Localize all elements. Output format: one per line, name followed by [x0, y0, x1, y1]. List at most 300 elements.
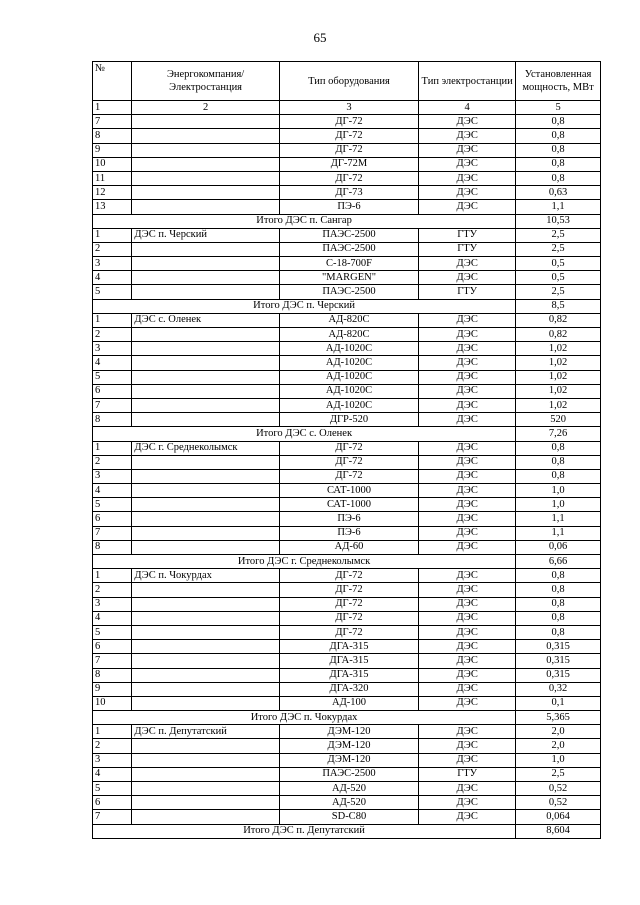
table-row — [93, 186, 601, 200]
table-row — [93, 484, 601, 498]
row-equipment-type: ПАЭС-2500 — [279, 767, 418, 781]
row-capacity: 0,8 — [516, 455, 601, 469]
row-company — [132, 271, 279, 285]
row-company — [132, 328, 279, 342]
row-capacity: 0,5 — [516, 271, 601, 285]
row-number: 7 — [93, 526, 132, 540]
total-value: 8,604 — [516, 824, 601, 838]
row-company — [132, 782, 279, 796]
table-row — [93, 171, 601, 185]
row-plant-type: ДЭС — [419, 611, 516, 625]
row-company — [132, 484, 279, 498]
row-equipment-type: АД-820С — [279, 313, 418, 327]
row-equipment-type: АД-520 — [279, 782, 418, 796]
total-value: 5,365 — [516, 711, 601, 725]
total-label: Итого ДЭС г. Среднеколымск — [93, 555, 516, 569]
row-plant-type: ДЭС — [419, 654, 516, 668]
header-company: Энергокомпания/ Электростанция — [132, 62, 279, 101]
table-row — [93, 682, 601, 696]
row-equipment-type: ДГ-72 — [279, 171, 418, 185]
row-equipment-type: ДГ-72 — [279, 143, 418, 157]
total-row — [93, 824, 601, 838]
table-row — [93, 725, 601, 739]
row-company — [132, 143, 279, 157]
table-row — [93, 115, 601, 129]
row-plant-type: ДЭС — [419, 384, 516, 398]
row-plant-type: ДЭС — [419, 271, 516, 285]
table-row — [93, 441, 601, 455]
table-row — [93, 654, 601, 668]
row-number: 10 — [93, 157, 132, 171]
row-company — [132, 512, 279, 526]
row-number: 7 — [93, 398, 132, 412]
row-plant-type: ДЭС — [419, 512, 516, 526]
table-row — [93, 328, 601, 342]
row-number: 7 — [93, 810, 132, 824]
total-row — [93, 214, 601, 228]
row-number: 10 — [93, 696, 132, 710]
row-plant-type: ДЭС — [419, 200, 516, 214]
row-company — [132, 398, 279, 412]
row-company — [132, 342, 279, 356]
table-row — [93, 782, 601, 796]
row-company — [132, 498, 279, 512]
row-number: 6 — [93, 796, 132, 810]
row-number: 3 — [93, 257, 132, 271]
table-row — [93, 668, 601, 682]
row-number: 7 — [93, 654, 132, 668]
row-plant-type: ДЭС — [419, 682, 516, 696]
table-row — [93, 398, 601, 412]
row-company — [132, 129, 279, 143]
row-equipment-type: ДЭМ-120 — [279, 753, 418, 767]
row-company — [132, 526, 279, 540]
row-number: 12 — [93, 186, 132, 200]
row-equipment-type: ДГ-72 — [279, 569, 418, 583]
row-plant-type: ДЭС — [419, 143, 516, 157]
row-equipment-type: ДГА-315 — [279, 668, 418, 682]
row-number: 6 — [93, 384, 132, 398]
row-number: 11 — [93, 171, 132, 185]
row-number: 9 — [93, 143, 132, 157]
row-plant-type: ДЭС — [419, 696, 516, 710]
row-company — [132, 796, 279, 810]
column-index-row — [93, 101, 601, 115]
row-plant-type: ДЭС — [419, 186, 516, 200]
row-capacity: 1,0 — [516, 753, 601, 767]
row-company — [132, 611, 279, 625]
row-plant-type: ДЭС — [419, 356, 516, 370]
row-capacity: 2,5 — [516, 228, 601, 242]
row-company — [132, 625, 279, 639]
row-equipment-type: АД-1020С — [279, 342, 418, 356]
total-row — [93, 427, 601, 441]
row-plant-type: ДЭС — [419, 753, 516, 767]
table-row — [93, 257, 601, 271]
row-number: 8 — [93, 668, 132, 682]
row-equipment-type: ДГ-72 — [279, 469, 418, 483]
row-equipment-type: АД-1020С — [279, 384, 418, 398]
row-number: 8 — [93, 129, 132, 143]
row-capacity: 2,0 — [516, 739, 601, 753]
row-capacity: 1,02 — [516, 384, 601, 398]
row-capacity: 0,8 — [516, 597, 601, 611]
table-row — [93, 200, 601, 214]
row-equipment-type: АД-1020С — [279, 398, 418, 412]
row-equipment-type: ДГ-72 — [279, 455, 418, 469]
row-company — [132, 370, 279, 384]
row-number: 1 — [93, 228, 132, 242]
table-row — [93, 370, 601, 384]
row-capacity: 1,0 — [516, 498, 601, 512]
total-row — [93, 555, 601, 569]
table-row — [93, 569, 601, 583]
table-row — [93, 157, 601, 171]
row-equipment-type: ПЭ-6 — [279, 200, 418, 214]
row-plant-type: ГТУ — [419, 242, 516, 256]
row-capacity: 2,0 — [516, 725, 601, 739]
table-row — [93, 597, 601, 611]
row-company: ДЭС п. Черский — [132, 228, 279, 242]
row-capacity: 2,5 — [516, 767, 601, 781]
table-row — [93, 696, 601, 710]
row-plant-type: ДЭС — [419, 540, 516, 554]
row-company — [132, 654, 279, 668]
row-number: 2 — [93, 583, 132, 597]
table-row — [93, 143, 601, 157]
row-equipment-type: ДГА-320 — [279, 682, 418, 696]
row-capacity: 0,8 — [516, 611, 601, 625]
row-capacity: 1,1 — [516, 200, 601, 214]
row-capacity: 2,5 — [516, 242, 601, 256]
total-value: 10,53 — [516, 214, 601, 228]
row-company — [132, 186, 279, 200]
table-row — [93, 384, 601, 398]
row-plant-type: ДЭС — [419, 569, 516, 583]
row-equipment-type: ПЭ-6 — [279, 526, 418, 540]
row-number: 2 — [93, 739, 132, 753]
table-row — [93, 512, 601, 526]
row-company — [132, 696, 279, 710]
row-company — [132, 583, 279, 597]
row-plant-type: ДЭС — [419, 796, 516, 810]
table-row — [93, 129, 601, 143]
row-equipment-type: ДГ-72 — [279, 597, 418, 611]
row-company — [132, 469, 279, 483]
row-capacity: 0,52 — [516, 782, 601, 796]
row-plant-type: ДЭС — [419, 498, 516, 512]
row-plant-type: ДЭС — [419, 583, 516, 597]
row-equipment-type: САТ-1000 — [279, 498, 418, 512]
table-row — [93, 228, 601, 242]
row-equipment-type: ДГ-72 — [279, 583, 418, 597]
row-number: 6 — [93, 512, 132, 526]
row-equipment-type: САТ-1000 — [279, 484, 418, 498]
row-plant-type: ДЭС — [419, 115, 516, 129]
table-row — [93, 810, 601, 824]
row-capacity: 0,8 — [516, 441, 601, 455]
row-equipment-type: ПАЭС-2500 — [279, 228, 418, 242]
row-capacity: 0,8 — [516, 469, 601, 483]
total-row — [93, 299, 601, 313]
row-company — [132, 682, 279, 696]
row-capacity: 1,02 — [516, 356, 601, 370]
row-equipment-type: АД-820С — [279, 328, 418, 342]
row-capacity: 0,8 — [516, 129, 601, 143]
row-equipment-type: ДГ-73 — [279, 186, 418, 200]
row-plant-type: ГТУ — [419, 285, 516, 299]
row-company — [132, 540, 279, 554]
row-equipment-type: "MARGEN" — [279, 271, 418, 285]
row-capacity: 0,8 — [516, 569, 601, 583]
row-company — [132, 115, 279, 129]
row-equipment-type: АД-1020С — [279, 356, 418, 370]
row-company — [132, 157, 279, 171]
row-equipment-type: ДГА-315 — [279, 640, 418, 654]
row-company — [132, 455, 279, 469]
total-label: Итого ДЭС п. Черский — [93, 299, 516, 313]
row-plant-type: ДЭС — [419, 526, 516, 540]
row-number: 4 — [93, 611, 132, 625]
total-value: 6,66 — [516, 555, 601, 569]
row-equipment-type: ДЭМ-120 — [279, 739, 418, 753]
row-capacity: 0,315 — [516, 668, 601, 682]
row-plant-type: ГТУ — [419, 228, 516, 242]
table-row — [93, 271, 601, 285]
row-number: 5 — [93, 370, 132, 384]
row-plant-type: ДЭС — [419, 640, 516, 654]
row-company — [132, 171, 279, 185]
row-company — [132, 810, 279, 824]
row-plant-type: ДЭС — [419, 625, 516, 639]
row-capacity: 0,5 — [516, 257, 601, 271]
row-number: 5 — [93, 625, 132, 639]
row-company — [132, 384, 279, 398]
table-row — [93, 242, 601, 256]
row-equipment-type: АД-1020С — [279, 370, 418, 384]
row-capacity: 0,8 — [516, 143, 601, 157]
row-capacity: 0,82 — [516, 313, 601, 327]
row-capacity: 1,02 — [516, 398, 601, 412]
row-plant-type: ДЭС — [419, 782, 516, 796]
row-capacity: 0,8 — [516, 583, 601, 597]
row-plant-type: ДЭС — [419, 668, 516, 682]
row-equipment-type: ПАЭС-2500 — [279, 285, 418, 299]
row-plant-type: ДЭС — [419, 597, 516, 611]
row-capacity: 0,06 — [516, 540, 601, 554]
row-company: ДЭС п. Чокурдах — [132, 569, 279, 583]
row-company: ДЭС г. Среднеколымск — [132, 441, 279, 455]
row-company — [132, 767, 279, 781]
row-equipment-type: SD-C80 — [279, 810, 418, 824]
row-equipment-type: ДГ-72 — [279, 611, 418, 625]
table-row — [93, 611, 601, 625]
row-capacity: 0,064 — [516, 810, 601, 824]
row-number: 4 — [93, 767, 132, 781]
row-capacity: 1,1 — [516, 512, 601, 526]
row-plant-type: ДЭС — [419, 469, 516, 483]
row-capacity: 520 — [516, 413, 601, 427]
row-capacity: 0,63 — [516, 186, 601, 200]
row-number: 3 — [93, 753, 132, 767]
row-number: 9 — [93, 682, 132, 696]
row-company — [132, 242, 279, 256]
row-capacity: 0,315 — [516, 654, 601, 668]
row-number: 5 — [93, 285, 132, 299]
row-plant-type: ДЭС — [419, 313, 516, 327]
header-row — [93, 62, 601, 101]
table-row — [93, 540, 601, 554]
row-company — [132, 739, 279, 753]
total-value: 8,5 — [516, 299, 601, 313]
row-plant-type: ДЭС — [419, 455, 516, 469]
row-company — [132, 285, 279, 299]
row-capacity: 0,8 — [516, 157, 601, 171]
row-company — [132, 597, 279, 611]
row-plant-type: ДЭС — [419, 171, 516, 185]
column-index-cell: 2 — [132, 101, 279, 115]
table-row — [93, 767, 601, 781]
table-row — [93, 625, 601, 639]
header-plant-type: Тип электростанции — [419, 62, 516, 101]
row-number: 8 — [93, 413, 132, 427]
column-index-cell: 5 — [516, 101, 601, 115]
header-equipment-type: Тип оборудования — [279, 62, 418, 101]
column-index-cell: 1 — [93, 101, 132, 115]
row-capacity: 1,1 — [516, 526, 601, 540]
total-row — [93, 711, 601, 725]
column-index-cell: 3 — [279, 101, 418, 115]
row-number: 1 — [93, 313, 132, 327]
table-row — [93, 455, 601, 469]
power-plants-table — [92, 61, 601, 839]
row-equipment-type: ПАЭС-2500 — [279, 242, 418, 256]
row-capacity: 1,02 — [516, 370, 601, 384]
row-equipment-type: ДГ-72М — [279, 157, 418, 171]
row-plant-type: ДЭС — [419, 810, 516, 824]
table-row — [93, 356, 601, 370]
row-plant-type: ДЭС — [419, 484, 516, 498]
row-capacity: 0,52 — [516, 796, 601, 810]
row-number: 13 — [93, 200, 132, 214]
row-capacity: 0,8 — [516, 625, 601, 639]
row-equipment-type: ДГР-520 — [279, 413, 418, 427]
row-plant-type: ДЭС — [419, 413, 516, 427]
row-number: 8 — [93, 540, 132, 554]
row-company — [132, 668, 279, 682]
row-company — [132, 257, 279, 271]
page-number: 65 — [313, 30, 327, 45]
total-value: 7,26 — [516, 427, 601, 441]
row-number: 3 — [93, 597, 132, 611]
row-plant-type: ДЭС — [419, 739, 516, 753]
row-number: 3 — [93, 342, 132, 356]
row-company — [132, 640, 279, 654]
row-capacity: 0,82 — [516, 328, 601, 342]
row-plant-type: ГТУ — [419, 767, 516, 781]
row-number: 1 — [93, 725, 132, 739]
row-capacity: 2,5 — [516, 285, 601, 299]
row-capacity: 0,1 — [516, 696, 601, 710]
row-number: 2 — [93, 455, 132, 469]
header-capacity: Установленная мощность, МВт — [516, 62, 601, 101]
row-company — [132, 356, 279, 370]
table-row — [93, 739, 601, 753]
total-label: Итого ДЭС п. Депутатский — [93, 824, 516, 838]
row-capacity: 0,8 — [516, 171, 601, 185]
row-number: 7 — [93, 115, 132, 129]
table-row — [93, 413, 601, 427]
row-plant-type: ДЭС — [419, 129, 516, 143]
table-row — [93, 285, 601, 299]
row-equipment-type: АД-100 — [279, 696, 418, 710]
row-equipment-type: ДГА-315 — [279, 654, 418, 668]
row-company — [132, 753, 279, 767]
row-equipment-type: ДГ-72 — [279, 441, 418, 455]
total-label: Итого ДЭС п. Чокурдах — [93, 711, 516, 725]
row-capacity: 0,8 — [516, 115, 601, 129]
table-row — [93, 583, 601, 597]
row-capacity: 0,315 — [516, 640, 601, 654]
row-number: 5 — [93, 498, 132, 512]
row-equipment-type: С-18-700F — [279, 257, 418, 271]
row-company: ДЭС с. Оленек — [132, 313, 279, 327]
row-number: 3 — [93, 469, 132, 483]
row-equipment-type: ДГ-72 — [279, 625, 418, 639]
row-company — [132, 413, 279, 427]
row-number: 1 — [93, 569, 132, 583]
row-equipment-type: ПЭ-6 — [279, 512, 418, 526]
row-equipment-type: ДЭМ-120 — [279, 725, 418, 739]
row-company — [132, 200, 279, 214]
row-plant-type: ДЭС — [419, 441, 516, 455]
row-number: 2 — [93, 242, 132, 256]
row-capacity: 1,02 — [516, 342, 601, 356]
row-plant-type: ДЭС — [419, 342, 516, 356]
row-capacity: 1,0 — [516, 484, 601, 498]
row-plant-type: ДЭС — [419, 398, 516, 412]
table-row — [93, 526, 601, 540]
table-row — [93, 753, 601, 767]
table-row — [93, 469, 601, 483]
table-row — [93, 498, 601, 512]
row-number: 2 — [93, 328, 132, 342]
row-number: 5 — [93, 782, 132, 796]
row-plant-type: ДЭС — [419, 157, 516, 171]
row-plant-type: ДЭС — [419, 725, 516, 739]
row-number: 6 — [93, 640, 132, 654]
row-equipment-type: ДГ-72 — [279, 115, 418, 129]
row-equipment-type: АД-520 — [279, 796, 418, 810]
row-equipment-type: АД-60 — [279, 540, 418, 554]
table-row — [93, 640, 601, 654]
header-number: № — [93, 62, 132, 101]
row-number: 4 — [93, 356, 132, 370]
table-row — [93, 796, 601, 810]
row-capacity: 0,32 — [516, 682, 601, 696]
table-row — [93, 313, 601, 327]
row-equipment-type: ДГ-72 — [279, 129, 418, 143]
row-number: 4 — [93, 271, 132, 285]
row-company: ДЭС п. Депутатский — [132, 725, 279, 739]
total-label: Итого ДЭС с. Оленек — [93, 427, 516, 441]
column-index-cell: 4 — [419, 101, 516, 115]
row-number: 4 — [93, 484, 132, 498]
row-number: 1 — [93, 441, 132, 455]
row-plant-type: ДЭС — [419, 328, 516, 342]
total-label: Итого ДЭС п. Сангар — [93, 214, 516, 228]
row-plant-type: ДЭС — [419, 257, 516, 271]
